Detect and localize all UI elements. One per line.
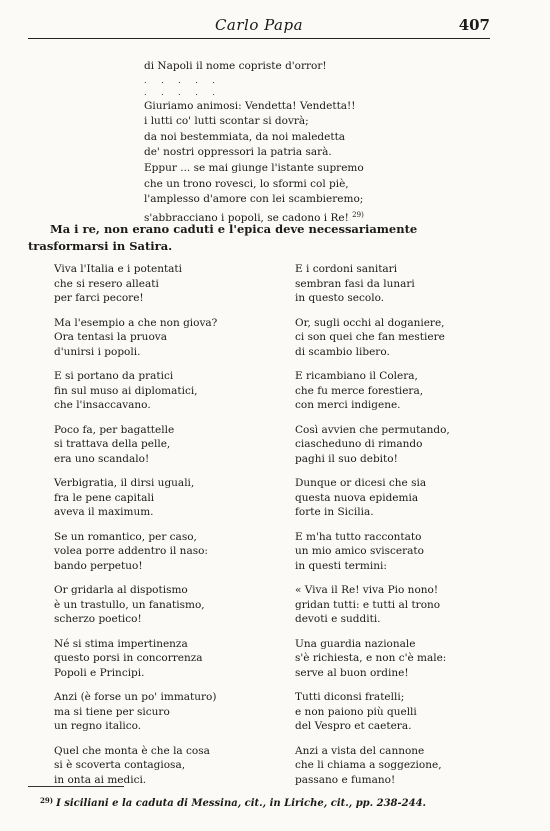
verse-line: E si portano da pratici (54, 370, 174, 382)
poem-line: i lutti co' lutti scontar si dovrà; (144, 115, 309, 128)
footnote (40, 794, 510, 811)
stanza (295, 476, 525, 528)
verse-line: era uno scandalo! (54, 452, 150, 465)
verse-line: gridan tutti: e tutti al trono (295, 598, 441, 611)
verse-line: Né si stima impertinenza (54, 637, 188, 650)
verse-line: Anzi (è forse un po' immaturo) (54, 691, 217, 703)
verse-line: con merci indigene. (295, 399, 401, 411)
verse-line: e non paiono più quelli (295, 705, 417, 718)
ellipsis-dots: . . . . . (144, 87, 221, 97)
verse-line: Quel che monta è che la cosa (54, 744, 210, 757)
stanza (54, 530, 284, 582)
stanza (295, 369, 525, 421)
verse-line: si trattava della pelle, (54, 438, 171, 450)
stanza (295, 530, 525, 582)
stanza (54, 690, 284, 742)
poem-line: Eppur ... se mai giunge l'istante supremo (144, 161, 364, 174)
stanza (295, 690, 525, 742)
verse-line: un regno italico. (54, 720, 142, 732)
poem-line: di Napoli il nome copriste d'orror! (144, 60, 327, 72)
verse-line: Una guardia nazionale (295, 637, 416, 650)
prose-paragraph: Ma i re, non erano caduti e l'epica deve necessariamente trasformarsi in Satira. (28, 222, 418, 253)
poem-line: da noi bestemmiata, da noi maledetta (144, 130, 346, 143)
verse-line: per farci pecore! (54, 292, 144, 304)
verse-line: è un trastullo, un fanatismo, (54, 598, 205, 611)
stanza (295, 423, 525, 475)
footnote-mark: 29) (40, 796, 54, 805)
verse-line: Or gridarla al dispotismo (54, 584, 188, 596)
left-poem-column (54, 262, 284, 797)
verse-line: Se un romantico, per caso, (54, 530, 197, 543)
verse-line: del Vespro et caetera. (295, 720, 412, 732)
verse-line: aveva il maximum. (54, 506, 154, 518)
verse-line: questa nuova epidemia (295, 491, 419, 504)
verse-line: in onta ai medici. (54, 773, 147, 786)
verse-line: Viva l'Italia e i potentati (54, 263, 183, 275)
verse-line: Or, sugli occhi al doganiere, (295, 316, 445, 329)
stanza (54, 316, 284, 368)
stanza (295, 637, 525, 689)
stanza (54, 744, 284, 796)
verse-line: forte in Sicilia. (295, 506, 374, 518)
verse-line: in questo secolo. (295, 292, 385, 304)
verse-line: Popoli e Principi. (54, 666, 145, 679)
verse-line: scherzo poetico! (54, 613, 142, 625)
verse-line: Ora tentasi la pruova (54, 331, 167, 343)
verse-line: Così avvien che permutando, (295, 423, 450, 436)
right-poem-column (295, 262, 525, 797)
verse-line: E i cordoni sanitari (295, 263, 398, 275)
stanza (295, 744, 525, 796)
stanza (54, 262, 284, 314)
verse-line: Tutti diconsi fratelli; (295, 691, 405, 703)
verse-line: in questi termini: (295, 559, 387, 572)
verse-line: sembran fasi da lunari (295, 277, 415, 290)
verse-line: ciascheduno di rimando (295, 438, 423, 450)
verse-line: questo porsi in concorrenza (54, 652, 203, 664)
verse-line: che fu merce forestiera, (295, 384, 424, 397)
verse-line: che si resero alleati (54, 277, 159, 290)
verse-line: bando perpetuo! (54, 559, 143, 572)
verse-line: serve al buon ordine! (295, 666, 409, 679)
stanza (54, 476, 284, 528)
poem-line: de' nostri oppressori la patria sarà. (144, 146, 332, 159)
stanza (295, 316, 525, 368)
verse-line: Dunque or dicesi che sia (295, 477, 427, 489)
poem-line: Giuriamo animosi: Vendetta! Vendetta!! (144, 99, 356, 112)
stanza (295, 262, 525, 314)
verse-line: che li chiama a soggezione, (295, 759, 442, 771)
running-header-author: Carlo Papa (214, 16, 304, 34)
verse-line: devoti e sudditi. (295, 613, 381, 625)
footnote-text: I siciliani e la caduta di Messina, cit., in Liriche, cit., pp. 238-244. (56, 798, 427, 809)
verse-line: Verbigratia, il dirsi uguali, (54, 477, 195, 489)
verse-line: volea porre addentro il naso: (54, 545, 208, 557)
verse-line: paghi il suo debito! (295, 452, 398, 465)
verse-line: che l'insaccavano. (54, 399, 151, 411)
poem-line-text: s'abbracciano i popoli, se cadono i Re! (144, 211, 349, 224)
running-header (28, 16, 490, 39)
stanza (54, 637, 284, 689)
verse-line: un mio amico sviscerato (295, 545, 424, 557)
verse-line: « Viva il Re! viva Pio nono! (295, 584, 439, 596)
page-number: 407 (458, 16, 490, 34)
footnote-reference: 29) (352, 210, 364, 219)
verse-line: di scambio libero. (295, 345, 390, 358)
verse-line: Poco fa, per bagattelle (54, 423, 175, 436)
stanza (54, 369, 284, 421)
verse-line: Anzi a vista del cannone (295, 744, 425, 757)
verse-line: d'unirsi i popoli. (54, 345, 141, 358)
verse-line: si è scoverta contagiosa, (54, 759, 186, 771)
footnote-rule (28, 786, 124, 787)
verse-line: fra le pene capitali (54, 491, 155, 504)
stanza (54, 423, 284, 475)
stanza (295, 583, 525, 635)
verse-line: s'è richiesta, e non c'è male: (295, 652, 447, 664)
ellipsis-dots: . . . . . (144, 75, 221, 85)
quoted-poem (144, 59, 504, 226)
verse-line: fin sul muso ai diplomatici, (54, 384, 198, 397)
stanza (54, 583, 284, 635)
verse-line: ma si tiene per sicuro (54, 705, 170, 718)
verse-line: passano e fumano! (295, 773, 396, 786)
verse-line: ci son quei che fan mestiere (295, 331, 445, 343)
poem-line: l'amplesso d'amore con lei scambieremo; (144, 193, 364, 206)
poem-line: che un trono rovesci, lo sformi col piè, (144, 177, 349, 190)
verse-line: E m'ha tutto raccontato (295, 530, 422, 543)
verse-line: E ricambiano il Colera, (295, 370, 418, 382)
verse-line: Ma l'esempio a che non giova? (54, 316, 218, 329)
